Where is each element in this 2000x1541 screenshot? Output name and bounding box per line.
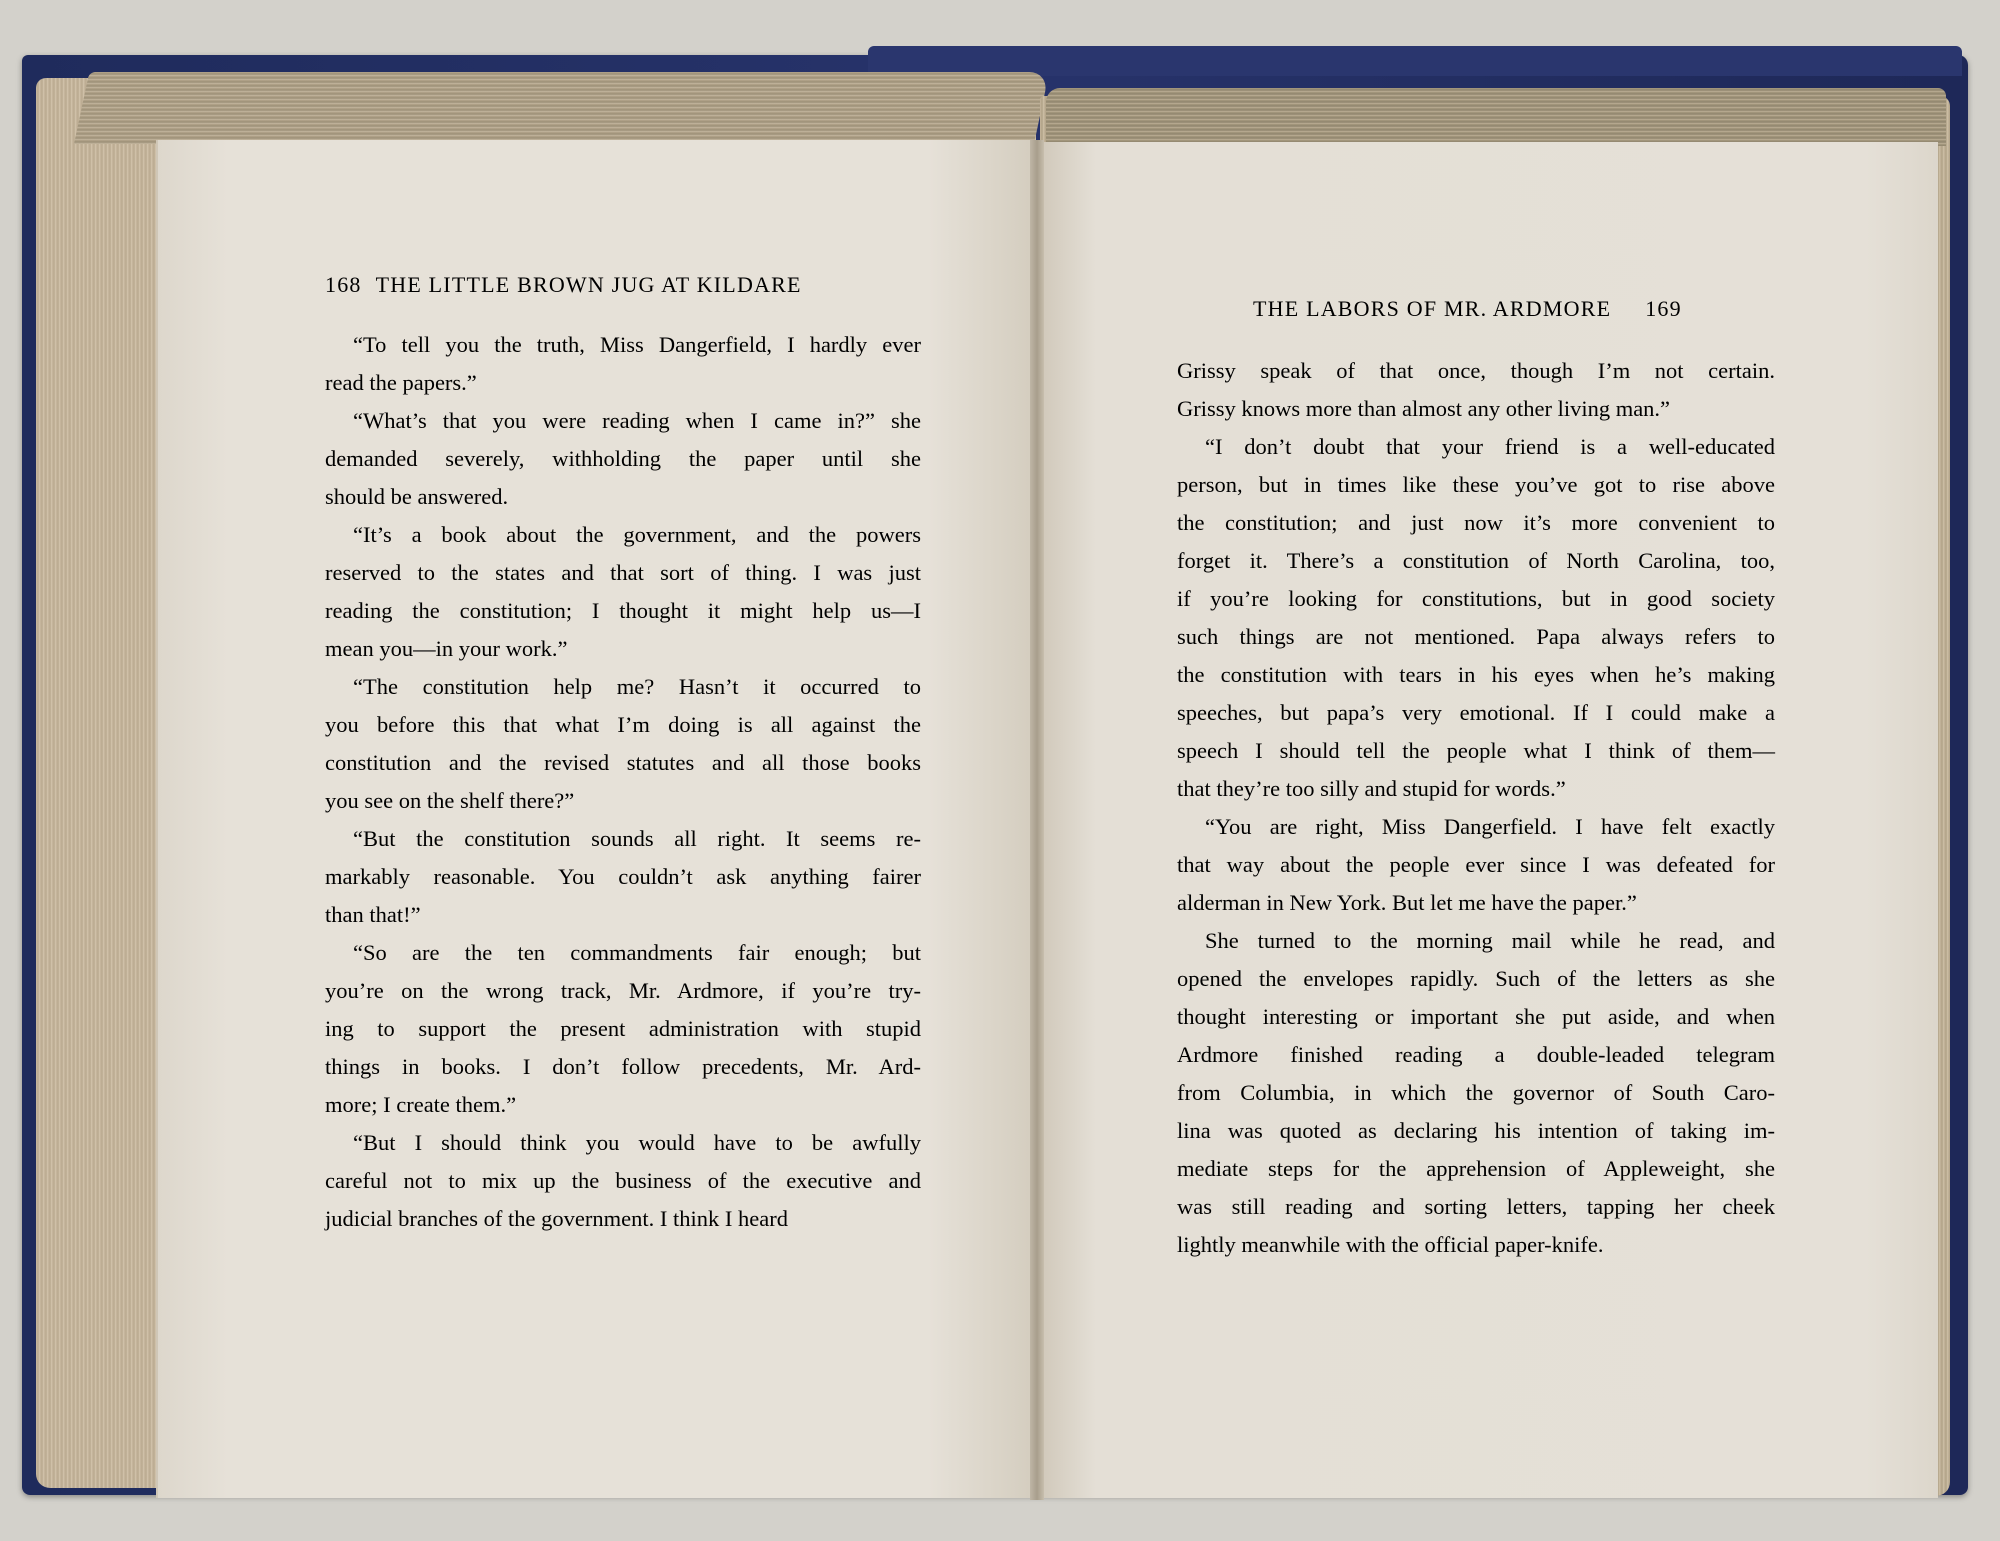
- text-line: judicial branches of the government. I think I heard: [325, 1206, 788, 1231]
- text-line: lina was quoted as declaring his intention of taking im-: [1177, 1118, 1775, 1143]
- left-page-body: [325, 326, 921, 1238]
- text-line: reading the constitution; I thought it might help us—I: [325, 598, 921, 623]
- text-line: thought interesting or important she put aside, and when: [1177, 1004, 1775, 1029]
- text-line: the constitution; and just now it’s more convenient to: [1177, 510, 1775, 535]
- text-line: Grissy knows more than almost any other living man.”: [1177, 396, 1671, 421]
- right-page-body: [1177, 352, 1775, 1264]
- right-page-stack-top: [1046, 88, 1946, 146]
- text-line: lightly meanwhile with the official paper-knife.: [1177, 1232, 1604, 1257]
- text-line: you’re on the wrong track, Mr. Ardmore, if you’re try-: [325, 978, 921, 1003]
- text-line: “I don’t doubt that your friend is a well-educated: [1205, 434, 1775, 459]
- text-line: speech I should tell the people what I think of them—: [1177, 738, 1775, 763]
- text-line: person, but in times like these you’ve got to rise above: [1177, 472, 1775, 497]
- text-line: opened the envelopes rapidly. Such of the letters as she: [1177, 966, 1775, 991]
- text-line: She turned to the morning mail while he read, and: [1205, 928, 1775, 953]
- text-line: “But I should think you would have to be awfully: [353, 1130, 921, 1155]
- left-page-stack-top: [74, 72, 1049, 144]
- text-line: reserved to the states and that sort of thing. I was just: [325, 560, 921, 585]
- text-line: from Columbia, in which the governor of South Caro-: [1177, 1080, 1775, 1105]
- left-running-head-title: THE LITTLE BROWN JUG AT KILDARE: [375, 272, 802, 297]
- right-running-head: [1253, 296, 1682, 322]
- text-line: read the papers.”: [325, 370, 477, 395]
- left-page-number: 168: [325, 272, 362, 297]
- text-line: ing to support the present administration with stupid: [325, 1016, 921, 1041]
- text-line: was still reading and sorting letters, tapping her cheek: [1177, 1194, 1775, 1219]
- text-line: Grissy speak of that once, though I’m not certain.: [1177, 358, 1775, 383]
- text-line: alderman in New York. But let me have the paper.”: [1177, 890, 1637, 915]
- text-line: the constitution with tears in his eyes when he’s making: [1177, 662, 1775, 687]
- text-line: “So are the ten commandments fair enough; but: [353, 940, 921, 965]
- text-line: speeches, but papa’s very emotional. If I could make a: [1177, 700, 1775, 725]
- text-line: “It’s a book about the government, and the powers: [353, 522, 921, 547]
- right-running-head-title: THE LABORS OF MR. ARDMORE: [1253, 296, 1612, 321]
- text-line: than that!”: [325, 902, 421, 927]
- book-gutter: [1030, 140, 1044, 1500]
- right-page-number: 169: [1645, 296, 1682, 321]
- text-line: “What’s that you were reading when I came in?” she: [353, 408, 921, 433]
- text-line: Ardmore finished reading a double-leaded telegram: [1177, 1042, 1775, 1067]
- text-line: you see on the shelf there?”: [325, 788, 575, 813]
- text-line: mediate steps for the apprehension of Appleweight, she: [1177, 1156, 1775, 1181]
- text-line: “But the constitution sounds all right. It seems re-: [353, 826, 921, 851]
- text-line: “To tell you the truth, Miss Dangerfield, I hardly ever: [353, 332, 921, 357]
- text-line: careful not to mix up the business of the executive and: [325, 1168, 921, 1193]
- text-line: markably reasonable. You couldn’t ask anything fairer: [325, 864, 921, 889]
- text-line: demanded severely, withholding the paper until she: [325, 446, 921, 471]
- text-line: that they’re too silly and stupid for words.”: [1177, 776, 1566, 801]
- text-line: forget it. There’s a constitution of North Carolina, too,: [1177, 548, 1775, 573]
- text-line: “You are right, Miss Dangerfield. I have felt exactly: [1205, 814, 1775, 839]
- text-line: that way about the people ever since I was defeated for: [1177, 852, 1775, 877]
- text-line: if you’re looking for constitutions, but in good society: [1177, 586, 1775, 611]
- text-line: you before this that what I’m doing is all against the: [325, 712, 921, 737]
- text-line: more; I create them.”: [325, 1092, 517, 1117]
- text-line: “The constitution help me? Hasn’t it occurred to: [353, 674, 921, 699]
- text-line: such things are not mentioned. Papa always refers to: [1177, 624, 1775, 649]
- text-line: things in books. I don’t follow precedents, Mr. Ard-: [325, 1054, 921, 1079]
- text-line: mean you—in your work.”: [325, 636, 568, 661]
- left-running-head: [325, 272, 802, 298]
- text-line: constitution and the revised statutes and all those books: [325, 750, 921, 775]
- text-line: should be answered.: [325, 484, 509, 509]
